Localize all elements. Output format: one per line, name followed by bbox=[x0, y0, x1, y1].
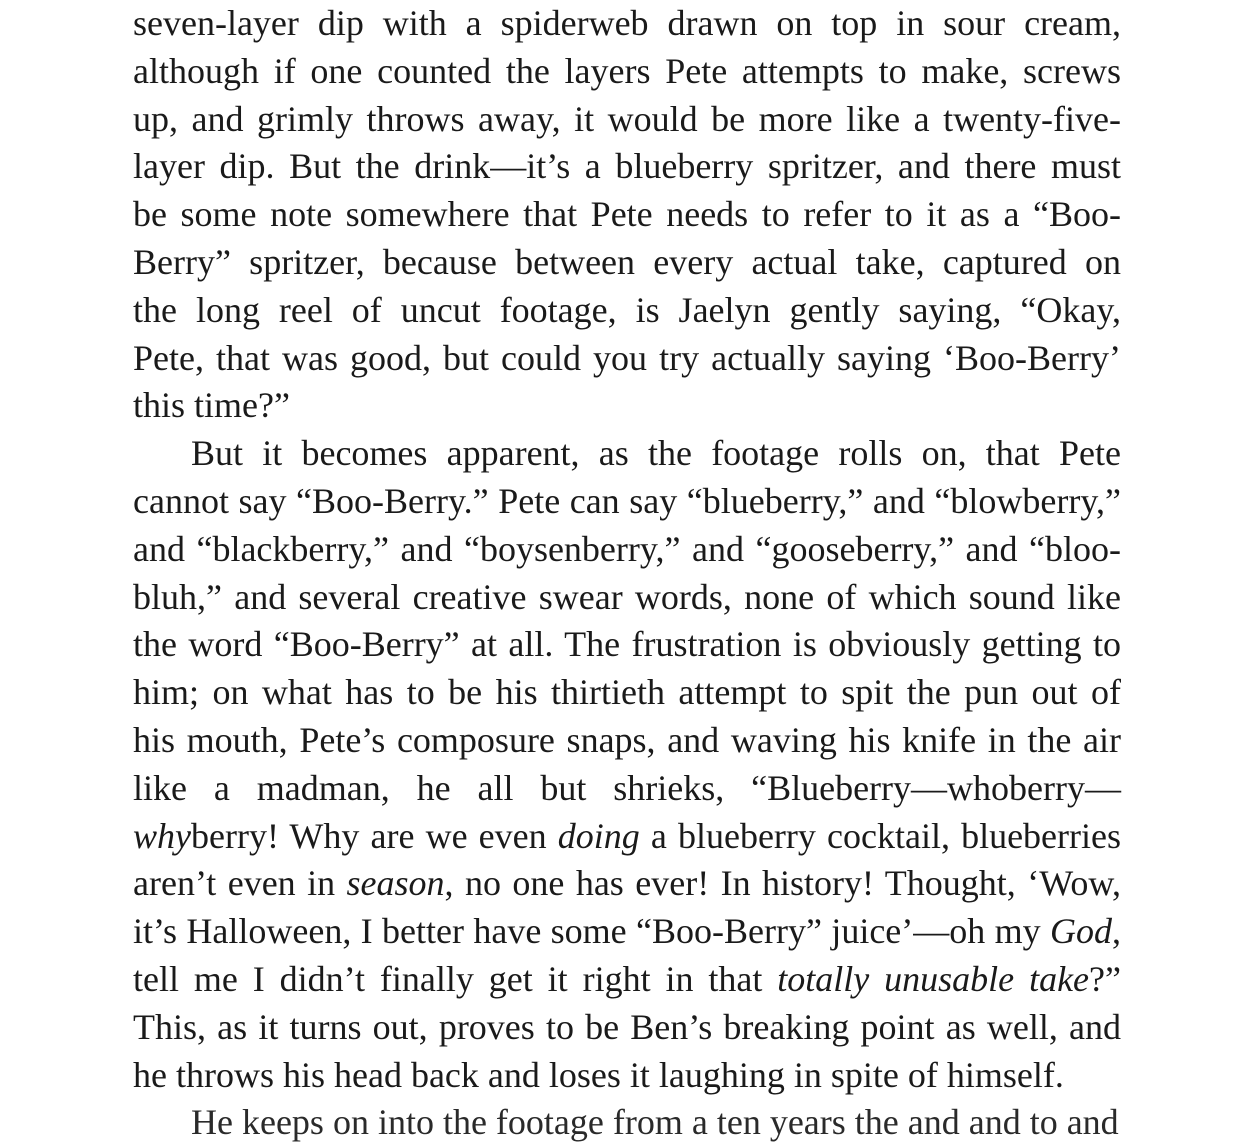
text-line bbox=[133, 382, 1121, 430]
text-run: the word “Boo-Berry” at all. The frustration is obviously getting to bbox=[133, 624, 1121, 665]
text-run: although if one counted the layers Pete attempts to make, screws bbox=[133, 50, 1121, 91]
text-line bbox=[133, 430, 1121, 478]
text-run: up, and grimly throws away, it would be more like a twenty-five- bbox=[133, 98, 1121, 139]
text-run: be some note somewhere that Pete needs to refer to it as a “Boo- bbox=[133, 194, 1121, 235]
text-line bbox=[133, 1052, 1121, 1100]
text-line bbox=[133, 287, 1121, 335]
text-run: bluh,” and several creative swear words, none of which sound like bbox=[133, 576, 1121, 617]
text-line bbox=[133, 143, 1121, 191]
text-line bbox=[133, 956, 1121, 1004]
text-run: tell me I didn’t finally get it right in that bbox=[133, 958, 778, 999]
text-line bbox=[133, 239, 1121, 287]
text-line bbox=[133, 335, 1121, 383]
text-run: this time?” bbox=[133, 385, 290, 426]
text-run: like a madman, he all but shrieks, “Blueberry—whoberry— bbox=[133, 767, 1121, 808]
text-line bbox=[133, 574, 1121, 622]
text-line bbox=[133, 96, 1121, 144]
text-run: Pete, that was good, but could you try actually saying ‘Boo-Berry’ bbox=[133, 337, 1121, 378]
text-run: But it becomes apparent, as the footage rolls on, that Pete bbox=[191, 433, 1121, 474]
next-line-cutoff bbox=[133, 1099, 1121, 1142]
text-run: ?” bbox=[1089, 958, 1121, 999]
text-run: This, as it turns out, proves to be Ben’s breaking point as well, and bbox=[133, 1006, 1121, 1047]
text-line bbox=[133, 860, 1121, 908]
italic-text: why bbox=[133, 815, 191, 856]
text-run: he throws his head back and loses it laughing in spite of himself. bbox=[133, 1054, 1064, 1095]
text-run: him; on what has to be his thirtieth attempt to spit the pun out of bbox=[133, 672, 1121, 713]
text-line bbox=[133, 813, 1121, 861]
text-line bbox=[133, 908, 1121, 956]
cutoff-line-text: He keeps on into the footage from a ten years the and and to and bbox=[191, 1102, 1119, 1142]
italic-text: God bbox=[1050, 911, 1112, 952]
body-text bbox=[133, 0, 1121, 1099]
text-line bbox=[133, 669, 1121, 717]
italic-text: totally unusable take bbox=[777, 958, 1090, 999]
text-run: and “blackberry,” and “boysenberry,” and “gooseberry,” and “bloo- bbox=[133, 528, 1121, 569]
text-run: seven-layer dip with a spiderweb drawn on top in sour cream, bbox=[133, 3, 1121, 43]
text-line bbox=[133, 48, 1121, 96]
text-line bbox=[133, 0, 1121, 48]
text-run: , bbox=[1112, 911, 1121, 952]
text-run: cannot say “Boo-Berry.” Pete can say “blueberry,” and “blowberry,” bbox=[133, 480, 1121, 521]
text-run: layer dip. But the drink—it’s a blueberry spritzer, and there must bbox=[133, 146, 1121, 187]
text-line bbox=[133, 1004, 1121, 1052]
text-run: a blueberry cocktail, blueberries bbox=[639, 815, 1121, 856]
text-run: it’s Halloween, I better have some “Boo-Berry” juice’—oh my bbox=[133, 911, 1050, 952]
text-run: aren’t even in bbox=[133, 863, 347, 904]
text-run: Berry” spritzer, because between every actual take, captured on bbox=[133, 241, 1121, 282]
text-run: , no one has ever! In history! Thought, ‘Wow, bbox=[444, 863, 1121, 904]
text-line bbox=[133, 478, 1121, 526]
paragraph bbox=[133, 430, 1121, 1099]
text-run: the long reel of uncut footage, is Jaelyn gently saying, “Okay, bbox=[133, 289, 1121, 330]
text-line bbox=[133, 526, 1121, 574]
italic-text: doing bbox=[557, 815, 640, 856]
paragraph bbox=[133, 0, 1121, 430]
text-run: berry! Why are we even bbox=[191, 815, 558, 856]
text-run: his mouth, Pete’s composure snaps, and waving his knife in the air bbox=[133, 719, 1121, 760]
italic-text: season bbox=[346, 863, 445, 904]
text-line bbox=[133, 621, 1121, 669]
text-line bbox=[133, 765, 1121, 813]
text-line bbox=[133, 191, 1121, 239]
text-line bbox=[133, 717, 1121, 765]
